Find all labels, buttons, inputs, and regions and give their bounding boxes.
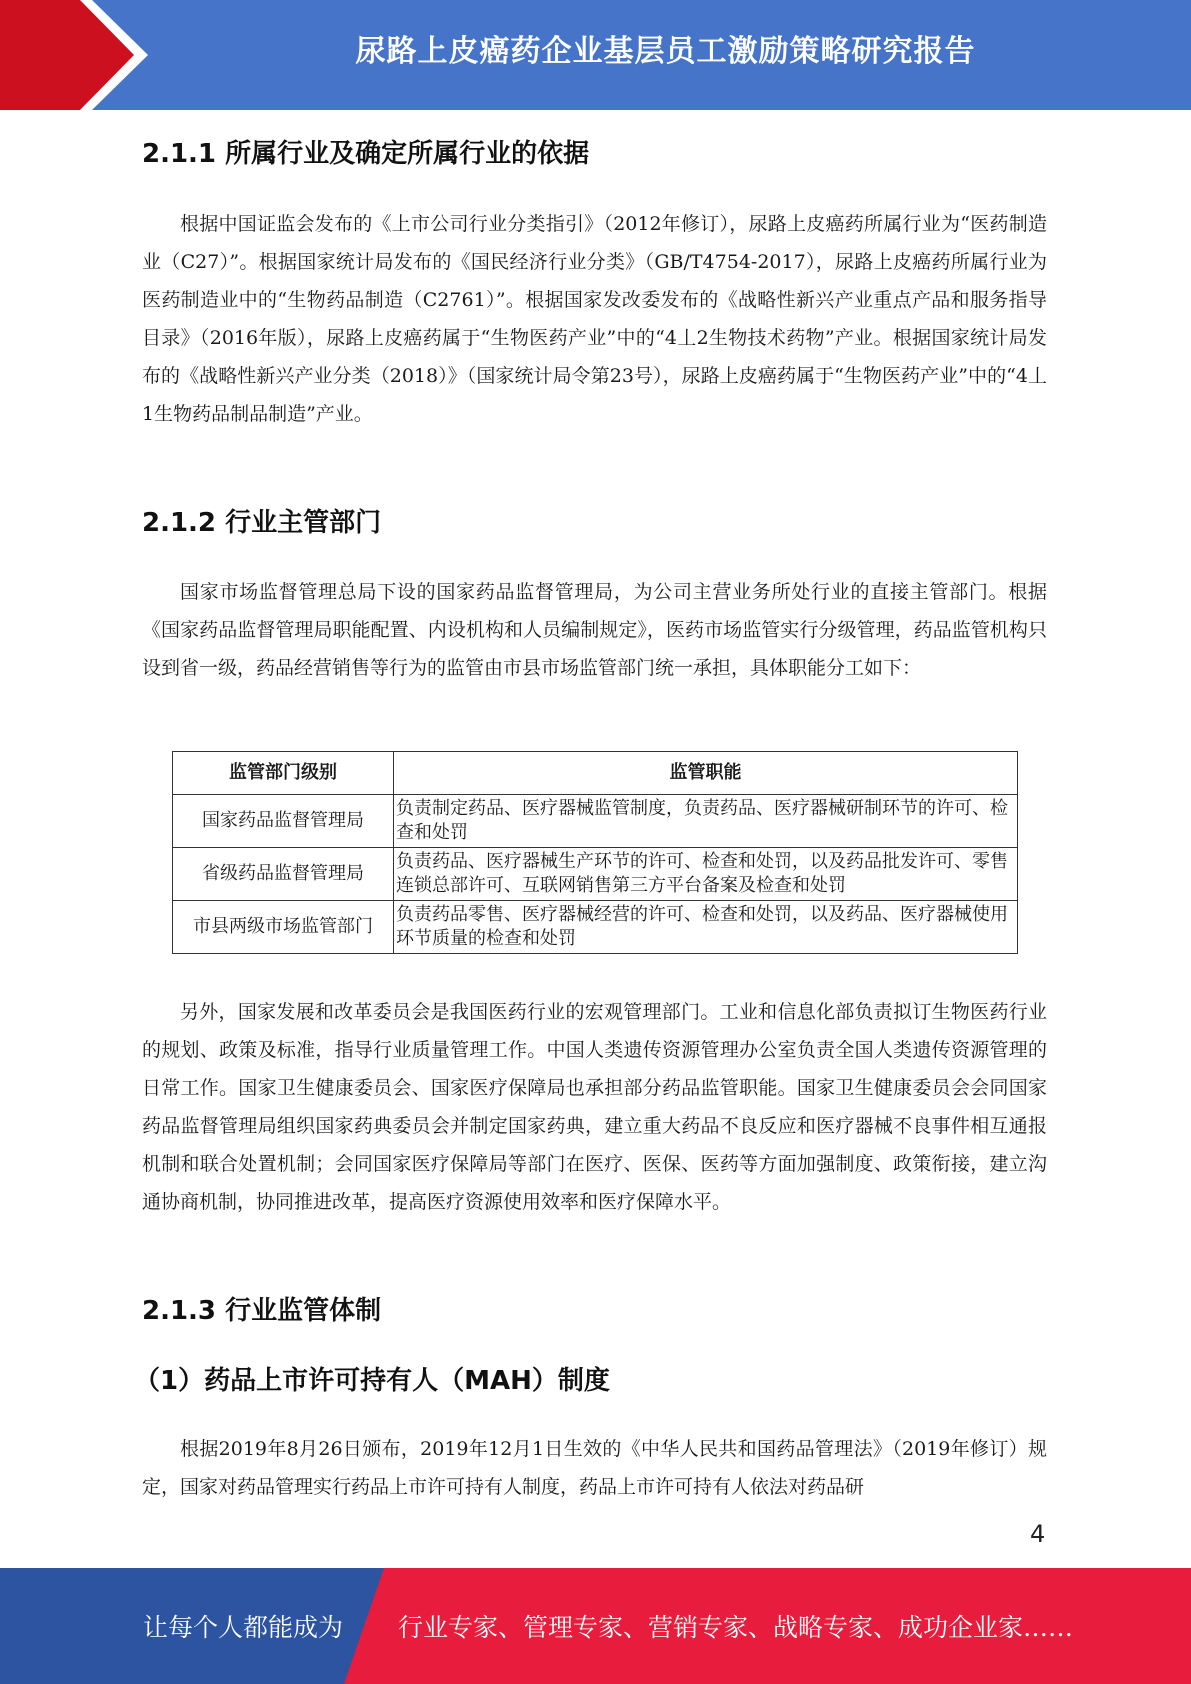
table-cell-level: 省级药品监督管理局 (173, 848, 394, 901)
table-cell-duty: 负责药品零售、医疗器械经营的许可、检查和处罚，以及药品、医疗器械使用环节质量的检查和处罚 (394, 901, 1018, 954)
table-cell-level: 市县两级市场监管部门 (173, 901, 394, 954)
page-header (0, 0, 1191, 110)
paragraph-mah: 根据2019年8月26日颁布，2019年12月1日生效的《中华人民共和国药品管理法》（2019年修订）规定，国家对药品管理实行药品上市许可持有人制度，药品上市许可持有人依法对药品研 (142, 1438, 1047, 1498)
paragraph-authority: 国家市场监督管理总局下设的国家药品监督管理局，为公司主营业务所处行业的直接主管部门。根据《国家药品监督管理局职能配置、内设机构和人员编制规定》，医药市场监管实行分级管理，药品监管机构只设到省一级，药品经营销售等行为的监管由市县市场监管部门统一承担，具体职能分工如下： (142, 581, 1047, 679)
heading-2-1-2: 2.1.2 行业主管部门 (142, 508, 382, 538)
table-header-level: 监管部门级别 (173, 752, 394, 795)
footer-slogan-right: 行业专家、管理专家、营销专家、战略专家、成功企业家…… (398, 1613, 1074, 1642)
page-number: 4 (1030, 1520, 1046, 1548)
supervision-table (172, 751, 1018, 954)
heading-2-1-1: 2.1.1 所属行业及确定所属行业的依据 (142, 139, 590, 169)
page-footer (0, 1568, 1191, 1684)
table-row (173, 901, 1018, 954)
table-cell-level: 国家药品监督管理局 (173, 795, 394, 848)
subheading-mah: （1）药品上市许可持有人（MAH）制度 (134, 1366, 610, 1396)
table-cell-duty: 负责制定药品、医疗器械监管制度，负责药品、医疗器械研制环节的许可、检查和处罚 (394, 795, 1018, 848)
report-title: 尿路上皮癌药企业基层员工激励策略研究报告 (355, 34, 976, 69)
table-header-duty: 监管职能 (394, 752, 1018, 795)
paragraph-industry-basis: 根据中国证监会发布的《上市公司行业分类指引》（2012年修订），尿路上皮癌药所属行业为“医药制造业（C27）”。根据国家统计局发布的《国民经济行业分类》（GB/T4754-2017），尿路上皮癌药所属行业为医药制造业中的“生物药品制造（C2761）”。根据国家发改委发布的《战略性新兴产业重点产品和服务指导目录》（2016年版），尿路上皮癌药属于“生物医药产业”中的“4丄2生物技术药物”产业。根据国家统计局发布的《战略性新兴产业分类（2018）》（国家统计局令第23号），尿路上皮癌药属于“生物医药产业”中的“4丄1生物药品制品制造”产业。 (142, 213, 1047, 425)
heading-2-1-3: 2.1.3 行业监管体制 (142, 1296, 382, 1326)
table-row (173, 795, 1018, 848)
footer-slogan-left: 让每个人都能成为 (143, 1613, 344, 1642)
table-row (173, 848, 1018, 901)
paragraph-other-authorities: 另外，国家发展和改革委员会是我国医药行业的宏观管理部门。工业和信息化部负责拟订生物医药行业的规划、政策及标准，指导行业质量管理工作。中国人类遗传资源管理办公室负责全国人类遗传资源管理的日常工作。国家卫生健康委员会、国家医疗保障局也承担部分药品监管职能。国家卫生健康委员会会同国家药品监督管理局组织国家药典委员会并制定国家药典，建立重大药品不良反应和医疗器械不良事件相互通报机制和联合处置机制；会同国家医疗保障局等部门在医疗、医保、医药等方面加强制度、政策衔接，建立沟通协商机制，协同推进改革，提高医疗资源使用效率和医疗保障水平。 (142, 1001, 1047, 1213)
table-cell-duty: 负责药品、医疗器械生产环节的许可、检查和处罚，以及药品批发许可、零售连锁总部许可、互联网销售第三方平台备案及检查和处罚 (394, 848, 1018, 901)
table-header-row (173, 752, 1018, 795)
